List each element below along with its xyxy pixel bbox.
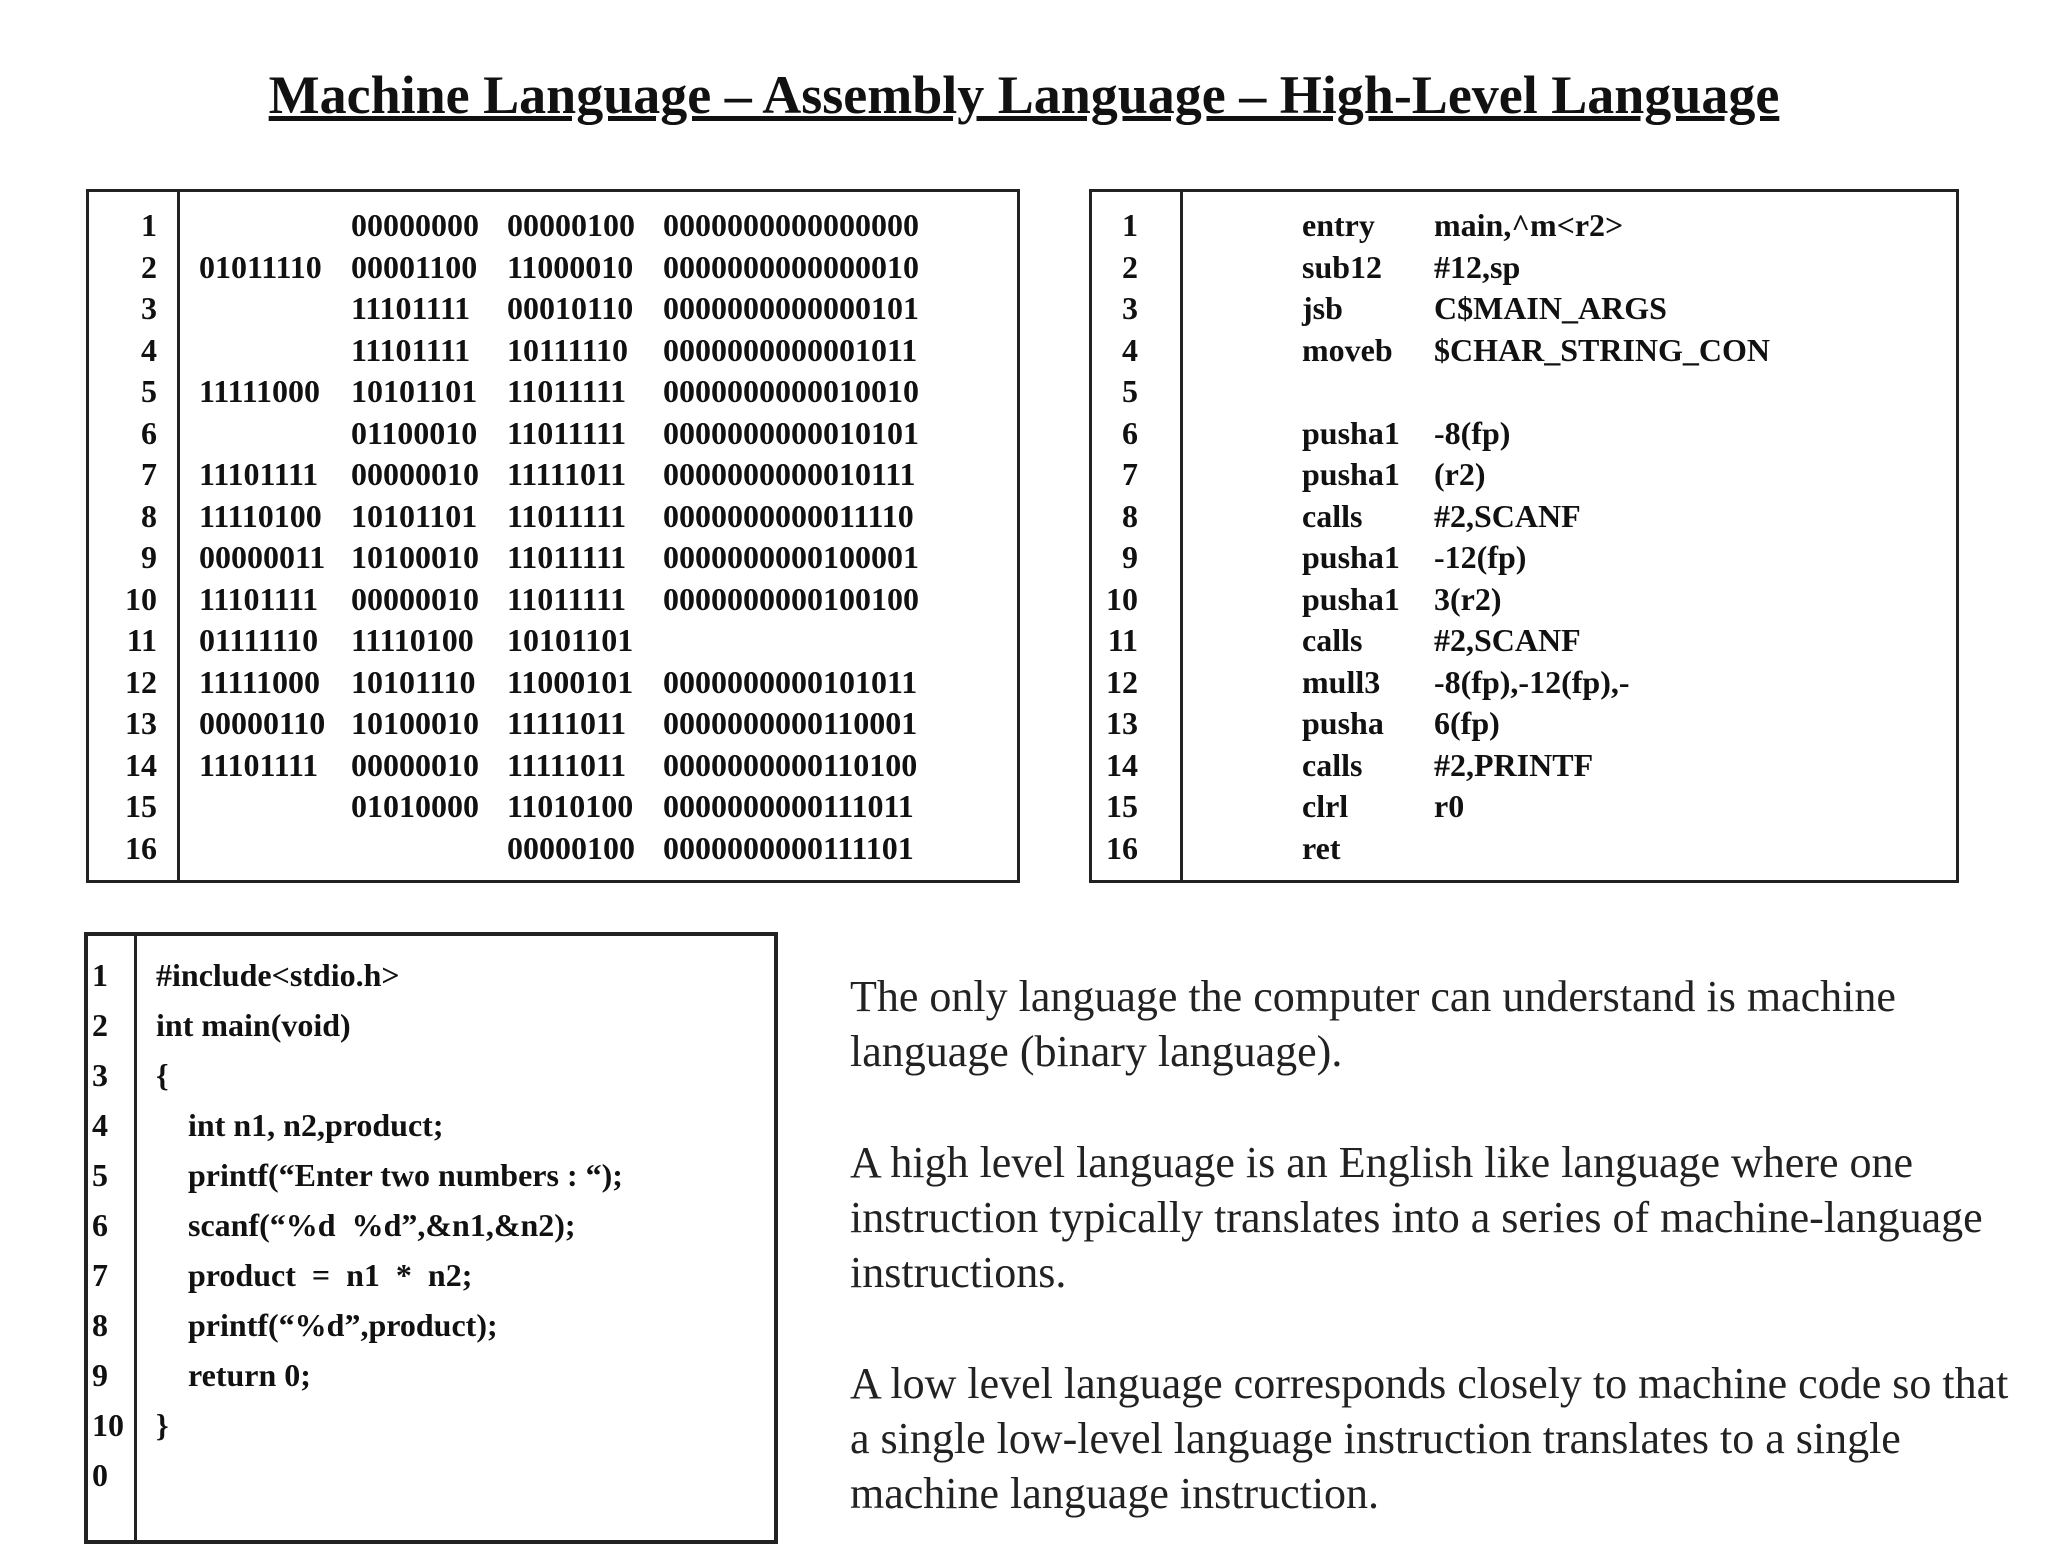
- line-number: 10: [125, 580, 157, 617]
- machine-code-row: [89, 329, 1017, 371]
- line-number: 8: [141, 497, 157, 534]
- line-number: 5: [141, 373, 157, 409]
- byte-field: 11011111: [507, 414, 627, 451]
- byte-field: 11111011: [507, 705, 627, 741]
- code-line: {: [156, 1057, 169, 1093]
- operand: #12,sp: [1434, 248, 1521, 285]
- code-line: }: [156, 1407, 169, 1443]
- byte-field: 01010000: [351, 788, 479, 824]
- line-number: 13: [1106, 705, 1138, 741]
- line-number: 2: [141, 248, 157, 285]
- operand: 3(r2): [1434, 580, 1502, 617]
- word-field: 0000000000110100: [663, 746, 918, 783]
- byte-field: 10101101: [351, 373, 478, 409]
- word-field: 0000000000111101: [663, 829, 914, 866]
- assembly-code-row: [1092, 412, 1956, 454]
- machine-code-row: [89, 536, 1017, 578]
- machine-code-panel: [86, 189, 1020, 883]
- code-line: printf(“Enter two numbers : “);: [156, 1157, 623, 1193]
- line-number: 10: [1106, 580, 1138, 617]
- opcode: mull3: [1302, 663, 1381, 700]
- line-number: 12: [1106, 663, 1138, 700]
- byte-field: 00001100: [351, 248, 478, 285]
- line-number: 16: [1106, 829, 1138, 866]
- machine-code-row: [89, 619, 1017, 661]
- assembly-code-row: [1092, 744, 1956, 786]
- assembly-code-row: [1092, 204, 1956, 246]
- byte-field: 10100010: [351, 539, 479, 575]
- machine-code-row: [89, 702, 1017, 744]
- opcode: pusha1: [1302, 456, 1400, 492]
- line-number: 7: [141, 456, 157, 492]
- byte-field: 00000010: [351, 746, 479, 783]
- line-number: 5: [92, 1157, 108, 1193]
- byte-field: 11111011: [507, 746, 627, 783]
- line-number: 13: [125, 705, 157, 741]
- operand: #2,PRINTF: [1434, 746, 1594, 783]
- machine-code-row: [89, 661, 1017, 703]
- word-field: 0000000000010111: [663, 456, 916, 492]
- assembly-code-row: [1092, 370, 1956, 412]
- machine-code-row: [89, 204, 1017, 246]
- description-paragraph-2: A high level language is an English like language where one instruction typically translates into a series of machine-language instructions.: [850, 1138, 1983, 1297]
- opcode: ret: [1302, 829, 1341, 866]
- byte-field: 11111000: [199, 663, 320, 700]
- operand: C$MAIN_ARGS: [1434, 290, 1667, 326]
- line-number: 14: [125, 746, 157, 783]
- machine-code-row: [89, 578, 1017, 620]
- byte-field: 10111110: [507, 331, 628, 368]
- line-number: 4: [92, 1107, 108, 1143]
- line-number: 1: [92, 957, 108, 993]
- machine-code-row: [89, 370, 1017, 412]
- machine-code-row: [89, 785, 1017, 827]
- line-number: 7: [92, 1257, 108, 1293]
- byte-field: 11111000: [199, 373, 320, 409]
- page-title: Machine Language – Assembly Language – High-Level Language: [268, 65, 1780, 125]
- word-field: 0000000000110001: [663, 705, 918, 741]
- byte-field: 11011111: [507, 497, 627, 534]
- opcode: calls: [1302, 746, 1363, 783]
- line-number: 9: [1122, 539, 1138, 575]
- code-line: return 0;: [156, 1357, 311, 1393]
- word-field: 0000000000101011: [663, 663, 918, 700]
- line-number: 6: [141, 414, 157, 451]
- operand: -8(fp),-12(fp),-: [1434, 663, 1630, 700]
- line-number: 3: [141, 290, 157, 326]
- word-field: 0000000000010101: [663, 414, 919, 451]
- assembly-code-row: [1092, 702, 1956, 744]
- machine-code-row: [89, 412, 1017, 454]
- byte-field: 10101101: [351, 497, 478, 534]
- assembly-code-row: [1092, 246, 1956, 288]
- word-field: 0000000000000000: [663, 207, 919, 243]
- byte-field: 10101101: [507, 622, 634, 658]
- machine-code-row: [89, 287, 1017, 329]
- byte-field: 10101110: [351, 663, 476, 700]
- byte-field: 01100010: [351, 414, 478, 451]
- code-line: int n1, n2,product;: [156, 1107, 444, 1143]
- byte-field: 11011111: [507, 373, 627, 409]
- assembly-code-row: [1092, 619, 1956, 661]
- byte-field: 11000010: [507, 248, 634, 285]
- line-number: 11: [126, 622, 157, 658]
- operand: -12(fp): [1434, 539, 1527, 575]
- byte-field: 11011111: [507, 580, 627, 617]
- operand: -8(fp): [1434, 414, 1511, 451]
- assembly-code-panel: [1089, 189, 1959, 883]
- opcode: sub12: [1302, 248, 1383, 285]
- assembly-code-row: [1092, 495, 1956, 537]
- opcode: pusha1: [1302, 580, 1400, 617]
- assembly-code-row: [1092, 578, 1956, 620]
- byte-field: 11011111: [507, 539, 627, 575]
- machine-code-row: [89, 744, 1017, 786]
- word-field: 0000000000100001: [663, 539, 919, 575]
- description-paragraph-1: The only language the computer can understand is machine language (binary language).: [850, 972, 1896, 1076]
- assembly-code-row: [1092, 287, 1956, 329]
- byte-field: 00010110: [507, 290, 634, 326]
- byte-field: 10100010: [351, 705, 479, 741]
- byte-field: 00000010: [351, 580, 479, 617]
- operand: $CHAR_STRING_CON: [1434, 331, 1771, 368]
- byte-field: 11000101: [507, 663, 634, 700]
- machine-code-row: [89, 495, 1017, 537]
- assembly-code-row: [1092, 785, 1956, 827]
- line-number: 1: [1122, 207, 1138, 243]
- byte-field: 11101111: [199, 456, 319, 492]
- line-number: 4: [1122, 331, 1138, 368]
- operand: r0: [1434, 788, 1465, 824]
- byte-field: 11010100: [507, 788, 634, 824]
- line-number: 14: [1106, 746, 1138, 783]
- opcode: moveb: [1302, 331, 1393, 368]
- byte-field: 00000110: [199, 705, 326, 741]
- opcode: pusha: [1302, 705, 1384, 741]
- line-number: 10: [92, 1407, 124, 1443]
- byte-field: 11101111: [351, 290, 471, 326]
- assembly-code-row: [1092, 329, 1956, 371]
- assembly-code-row: [1092, 453, 1956, 495]
- line-number: 2: [92, 1007, 108, 1043]
- line-number: 4: [141, 331, 157, 368]
- assembly-code-row: [1092, 661, 1956, 703]
- line-number: 12: [125, 663, 157, 700]
- line-number: 1: [141, 207, 157, 243]
- line-number: 6: [1122, 414, 1138, 451]
- line-number: 15: [1106, 788, 1138, 824]
- line-number: 8: [92, 1307, 108, 1343]
- operand: 6(fp): [1434, 705, 1500, 741]
- line-number: 2: [1122, 248, 1138, 285]
- code-line: int main(void): [156, 1007, 351, 1043]
- code-line: printf(“%d”,product);: [156, 1307, 498, 1343]
- word-field: 0000000000001011: [663, 331, 918, 368]
- code-line: scanf(“%d %d”,&n1,&n2);: [156, 1207, 576, 1243]
- opcode: pusha1: [1302, 414, 1400, 451]
- word-field: 0000000000000010: [663, 248, 919, 285]
- line-number: 15: [125, 788, 157, 824]
- machine-code-row: [89, 453, 1017, 495]
- code-line: #include<stdio.h>: [156, 957, 400, 993]
- byte-field: 11111011: [507, 456, 627, 492]
- line-number: 3: [1122, 290, 1138, 326]
- byte-field: 11110100: [199, 497, 322, 534]
- line-number: 9: [92, 1357, 108, 1393]
- opcode: calls: [1302, 622, 1363, 658]
- byte-field: 11101111: [199, 746, 319, 783]
- machine-code-row: [89, 827, 1017, 869]
- byte-field: 00000011: [199, 539, 326, 575]
- machine-code-row: [89, 246, 1017, 288]
- word-field: 0000000000000101: [663, 290, 919, 326]
- byte-field: 00000100: [507, 207, 635, 243]
- operand: (r2): [1434, 456, 1486, 492]
- byte-field: 01011110: [199, 248, 322, 285]
- line-number: 8: [1122, 497, 1138, 534]
- byte-field: 00000010: [351, 456, 479, 492]
- operand: #2,SCANF: [1434, 497, 1581, 534]
- assembly-code-row: [1092, 827, 1956, 869]
- line-number: 6: [92, 1207, 108, 1243]
- line-number: 5: [1122, 373, 1138, 409]
- code-line: product = n1 * n2;: [156, 1257, 473, 1293]
- opcode: calls: [1302, 497, 1363, 534]
- byte-field: 11101111: [351, 331, 471, 368]
- byte-field: 00000100: [507, 829, 635, 866]
- opcode: pusha1: [1302, 539, 1400, 575]
- word-field: 0000000000010010: [663, 373, 919, 409]
- line-number: 0: [92, 1457, 108, 1493]
- byte-field: 11110100: [351, 622, 474, 658]
- opcode: jsb: [1302, 290, 1343, 326]
- line-number: 3: [92, 1057, 108, 1093]
- byte-field: 00000000: [351, 207, 479, 243]
- assembly-code-row: [1092, 536, 1956, 578]
- operand: main,^m<r2>: [1434, 207, 1624, 243]
- word-field: 0000000000111011: [663, 788, 914, 824]
- opcode: entry: [1302, 207, 1375, 243]
- line-number: 11: [1107, 622, 1138, 658]
- line-number: 7: [1122, 456, 1138, 492]
- c-code-panel: [84, 932, 778, 1544]
- opcode: clrl: [1302, 788, 1349, 824]
- byte-field: 01111110: [199, 622, 319, 658]
- line-number: 9: [141, 539, 157, 575]
- byte-field: 11101111: [199, 580, 319, 617]
- word-field: 0000000000011110: [663, 497, 914, 534]
- word-field: 0000000000100100: [663, 580, 919, 617]
- operand: #2,SCANF: [1434, 622, 1581, 658]
- description-paragraph-3: A low level language corresponds closely to machine code so that a single low-level language instruction translates to a single machine language instruction.: [850, 1359, 2009, 1518]
- line-number: 16: [125, 829, 157, 866]
